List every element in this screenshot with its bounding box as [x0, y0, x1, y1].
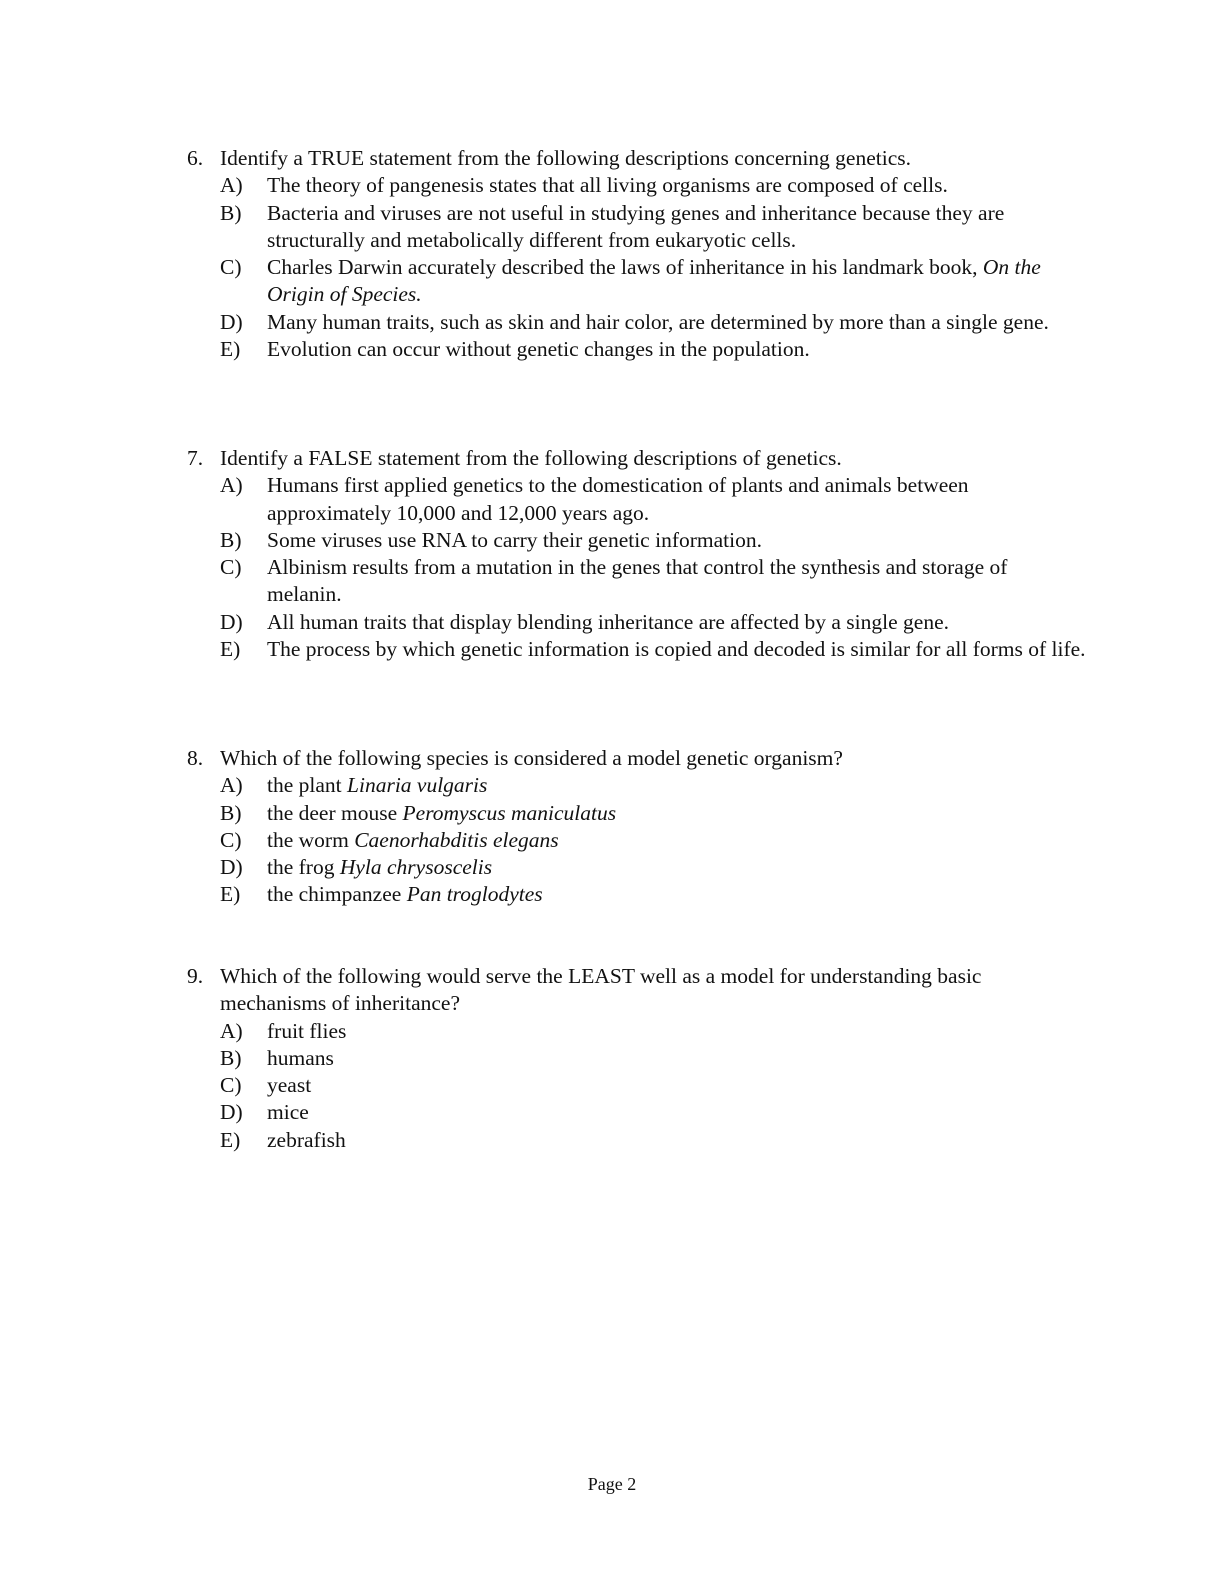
option-text: the chimpanzee [267, 882, 407, 907]
option-label: A) [220, 473, 243, 498]
option-label: E) [220, 637, 241, 662]
option-text: Albinism results from a mutation in the genes that control the synthesis and storage of melanin. [267, 555, 1008, 607]
option-label: C) [220, 555, 242, 580]
option-label: E) [220, 1127, 241, 1152]
book-title: On the Origin of Species. [267, 255, 1041, 307]
option-d [220, 1099, 1087, 1126]
option-text: the frog [267, 855, 340, 880]
option-text: mice [267, 1100, 309, 1125]
option-d [220, 854, 1087, 881]
option-label: B) [220, 200, 242, 225]
options-list [220, 472, 1087, 663]
option-text: humans [267, 1045, 334, 1070]
option-b [220, 200, 1087, 255]
option-label: A) [220, 173, 243, 198]
option-e [220, 636, 1087, 663]
option-text: Some viruses use RNA to carry their genetic information. [267, 527, 762, 552]
option-c [220, 1072, 1087, 1099]
option-a [220, 1018, 1087, 1045]
question-6 [187, 145, 1087, 363]
species-name: Peromyscus maniculatus [402, 800, 617, 825]
question-text: Which of the following would serve the LEAST well as a model for understanding basic mechanisms of inheritance? [220, 964, 982, 1016]
option-a [220, 772, 1087, 799]
question-number: 6. [187, 146, 204, 170]
option-label: B) [220, 527, 242, 552]
option-b [220, 527, 1087, 554]
option-a [220, 472, 1087, 527]
option-b [220, 800, 1087, 827]
option-d [220, 609, 1087, 636]
option-d [220, 309, 1087, 336]
option-label: D) [220, 309, 243, 334]
option-label: C) [220, 255, 242, 280]
option-text: The process by which genetic information is copied and decoded is similar for all forms of life. [267, 637, 1086, 662]
option-label: E) [220, 337, 241, 362]
options-list [220, 172, 1087, 363]
option-text: yeast [267, 1073, 312, 1098]
question-number: 8. [187, 746, 204, 770]
option-label: C) [220, 1073, 242, 1098]
option-text: the worm [267, 827, 355, 852]
question-stem [187, 145, 1087, 172]
question-8 [187, 745, 1087, 909]
option-label: D) [220, 855, 243, 880]
option-e [220, 336, 1087, 363]
option-label: A) [220, 773, 243, 798]
option-label: D) [220, 609, 243, 634]
species-name: Caenorhabditis elegans [354, 827, 559, 852]
question-7 [187, 445, 1087, 663]
question-number: 9. [187, 964, 204, 988]
question-stem [187, 745, 1087, 772]
option-text: All human traits that display blending inheritance are affected by a single gene. [267, 609, 949, 634]
option-label: E) [220, 882, 241, 907]
option-b [220, 1045, 1087, 1072]
option-label: C) [220, 827, 242, 852]
option-text: Many human traits, such as skin and hair color, are determined by more than a single gene. [267, 309, 1049, 334]
question-number: 7. [187, 446, 204, 470]
question-text: Identify a TRUE statement from the following descriptions concerning genetics. [220, 146, 912, 170]
species-name: Linaria vulgaris [347, 773, 488, 798]
option-text: Bacteria and viruses are not useful in studying genes and inheritance because they are structurally and metabolically different from eukaryotic cells. [267, 200, 1005, 252]
option-label: D) [220, 1100, 243, 1125]
option-text: the deer mouse [267, 800, 403, 825]
option-label: B) [220, 1045, 242, 1070]
option-text: Evolution can occur without genetic changes in the population. [267, 337, 810, 362]
option-e [220, 1127, 1087, 1154]
question-9 [187, 963, 1087, 1154]
option-text: zebrafish [267, 1127, 346, 1152]
question-stem [187, 963, 1087, 1018]
question-text: Which of the following species is considered a model genetic organism? [220, 746, 843, 770]
option-text: The theory of pangenesis states that all living organisms are composed of cells. [267, 173, 948, 198]
option-c [220, 827, 1087, 854]
option-text: fruit flies [267, 1018, 347, 1043]
option-text: the plant [267, 773, 348, 798]
question-text: Identify a FALSE statement from the following descriptions of genetics. [220, 446, 842, 470]
species-name: Hyla chrysoscelis [339, 855, 493, 880]
species-name: Pan troglodytes [406, 882, 543, 907]
option-text: Charles Darwin accurately described the laws of inheritance in his landmark book, [267, 255, 983, 280]
option-text: Humans first applied genetics to the domestication of plants and animals between approximately 10,000 and 12,000 years ago. [267, 473, 969, 525]
option-e [220, 881, 1087, 908]
question-stem [187, 445, 1087, 472]
option-c [220, 554, 1087, 609]
option-a [220, 172, 1087, 199]
option-label: A) [220, 1018, 243, 1043]
page-number: Page 2 [587, 1474, 637, 1494]
options-list [220, 772, 1087, 908]
options-list [220, 1018, 1087, 1154]
option-label: B) [220, 800, 242, 825]
option-c [220, 254, 1087, 309]
